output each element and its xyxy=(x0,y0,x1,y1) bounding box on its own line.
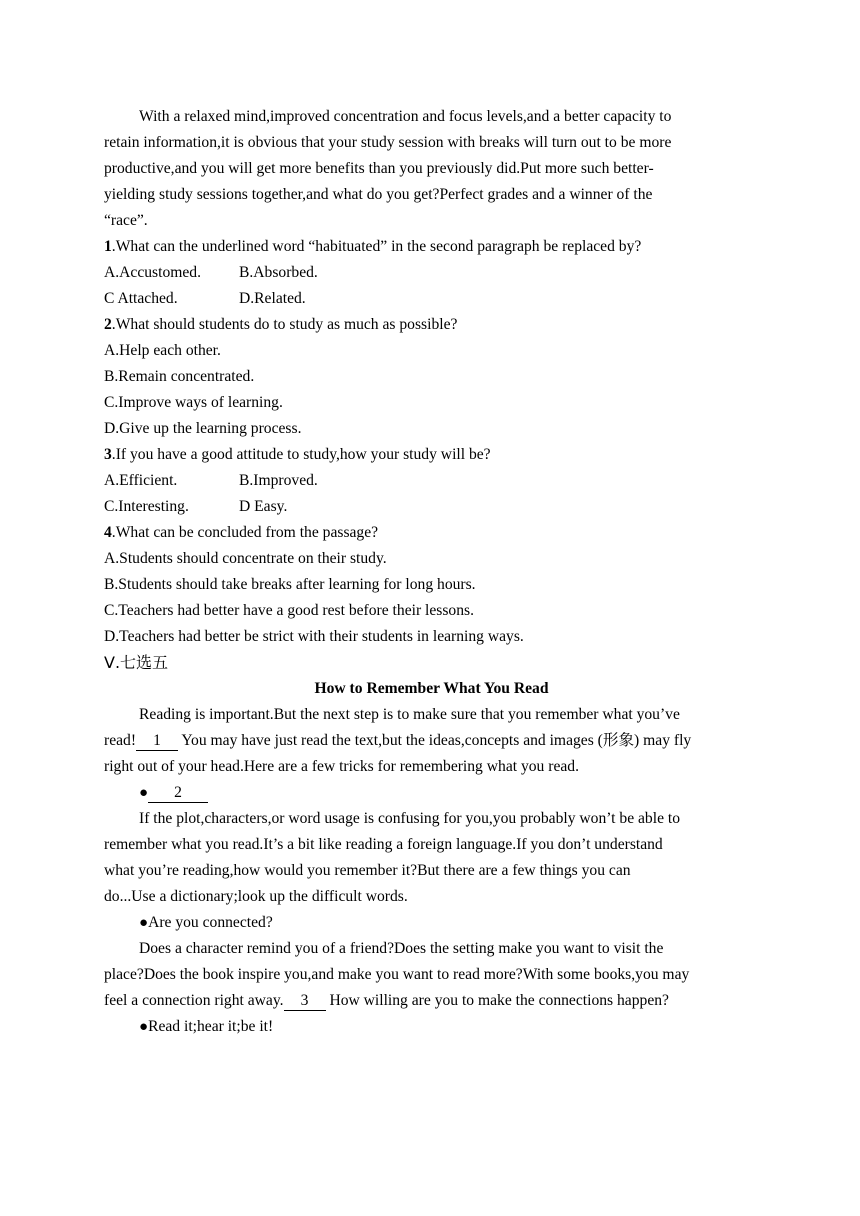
bullet-icon: ● xyxy=(139,785,149,801)
passage-line: retain information,it is obvious that your study session with breaks will turn out to be more xyxy=(104,134,672,151)
option-a: A.Help each other. xyxy=(104,342,221,359)
option-d: D Easy. xyxy=(239,498,288,515)
question-text: .What should students do to study as much as possible? xyxy=(111,316,458,333)
bullet-heading-connected xyxy=(104,910,759,936)
option-d: D.Teachers had better be strict with their students in learning ways. xyxy=(104,628,524,645)
question-1-options-row-1 xyxy=(104,260,759,286)
article-line: do...Use a dictionary;look up the difficult words. xyxy=(104,888,408,905)
document-content xyxy=(104,104,759,1040)
question-text: .What can be concluded from the passage? xyxy=(111,524,379,541)
question-2-stem xyxy=(104,312,759,338)
option-a: A.Accustomed. xyxy=(104,264,202,281)
article-line xyxy=(104,988,759,1014)
option-c: C.Interesting. xyxy=(104,498,189,515)
article-line: Reading is important.But the next step is to make sure that you remember what you’ve xyxy=(139,706,680,723)
passage-line: “race”. xyxy=(104,212,148,229)
section-heading: Ⅴ.七选五 xyxy=(104,653,169,672)
question-number: 4 xyxy=(104,524,112,541)
question-number: 3 xyxy=(104,446,112,463)
article-line: Does a character remind you of a friend?Does the setting make you want to visit the xyxy=(139,940,664,957)
article-line xyxy=(104,728,759,754)
article-line: right out of your head.Here are a few tricks for remembering what you read. xyxy=(104,758,579,775)
option-a: A.Students should concentrate on their study. xyxy=(104,550,387,567)
option-d: D.Related. xyxy=(239,290,306,307)
question-3-options-row-2 xyxy=(104,494,759,520)
question-text: .If you have a good attitude to study,how your study will be? xyxy=(111,446,491,463)
passage-line: With a relaxed mind,improved concentration and focus levels,and a better capacity to xyxy=(139,108,672,125)
option-b: B.Students should take breaks after learning for long hours. xyxy=(104,576,476,593)
question-number: 1 xyxy=(104,238,112,255)
article-line: If the plot,characters,or word usage is confusing for you,you probably won’t be able to xyxy=(139,810,681,827)
article-title: How to Remember What You Read xyxy=(314,680,549,697)
blank-3[interactable]: 3 xyxy=(284,992,326,1011)
bullet-heading-read xyxy=(104,1014,759,1040)
blank-1[interactable]: 1 xyxy=(136,732,178,751)
option-c: C Attached. xyxy=(104,290,178,307)
bullet-heading-text: Are you connected? xyxy=(148,914,273,931)
bullet-icon: ● xyxy=(139,915,149,931)
option-a: A.Efficient. xyxy=(104,472,178,489)
article-line: remember what you read.It’s a bit like reading a foreign language.If you don’t understand xyxy=(104,836,663,853)
question-text: .What can the underlined word “habituated” in the second paragraph be replaced by? xyxy=(111,238,642,255)
question-1-options-row-2 xyxy=(104,286,759,312)
passage-line: yielding study sessions together,and what do you get?Perfect grades and a winner of the xyxy=(104,186,653,203)
bullet-heading-text: Read it;hear it;be it! xyxy=(148,1018,274,1035)
passage-line: productive,and you will get more benefits than you previously did.Put more such better- xyxy=(104,160,654,177)
option-d: D.Give up the learning process. xyxy=(104,420,302,437)
article-line: place?Does the book inspire you,and make you want to read more?With some books,you may xyxy=(104,966,690,983)
question-3-stem xyxy=(104,442,759,468)
question-4-stem xyxy=(104,520,759,546)
question-3-options-row-1 xyxy=(104,468,759,494)
question-number: 2 xyxy=(104,316,112,333)
bullet-icon: ● xyxy=(139,1019,149,1035)
article-text: read! xyxy=(104,732,137,749)
option-c: C.Teachers had better have a good rest before their lessons. xyxy=(104,602,474,619)
option-c: C.Improve ways of learning. xyxy=(104,394,283,411)
article-text: feel a connection right away. xyxy=(104,992,284,1009)
option-b: B.Absorbed. xyxy=(239,264,318,281)
question-1-stem xyxy=(104,234,759,260)
option-b: B.Improved. xyxy=(239,472,318,489)
article-text: How willing are you to make the connections happen? xyxy=(329,992,669,1009)
article-line: what you’re reading,how would you remember it?But there are a few things you can xyxy=(104,862,631,879)
bullet-heading-blank-2 xyxy=(104,780,759,806)
option-b: B.Remain concentrated. xyxy=(104,368,255,385)
article-text: You may have just read the text,but the ideas,concepts and images (形象) may fly xyxy=(181,732,692,749)
blank-2[interactable]: 2 xyxy=(148,784,208,803)
